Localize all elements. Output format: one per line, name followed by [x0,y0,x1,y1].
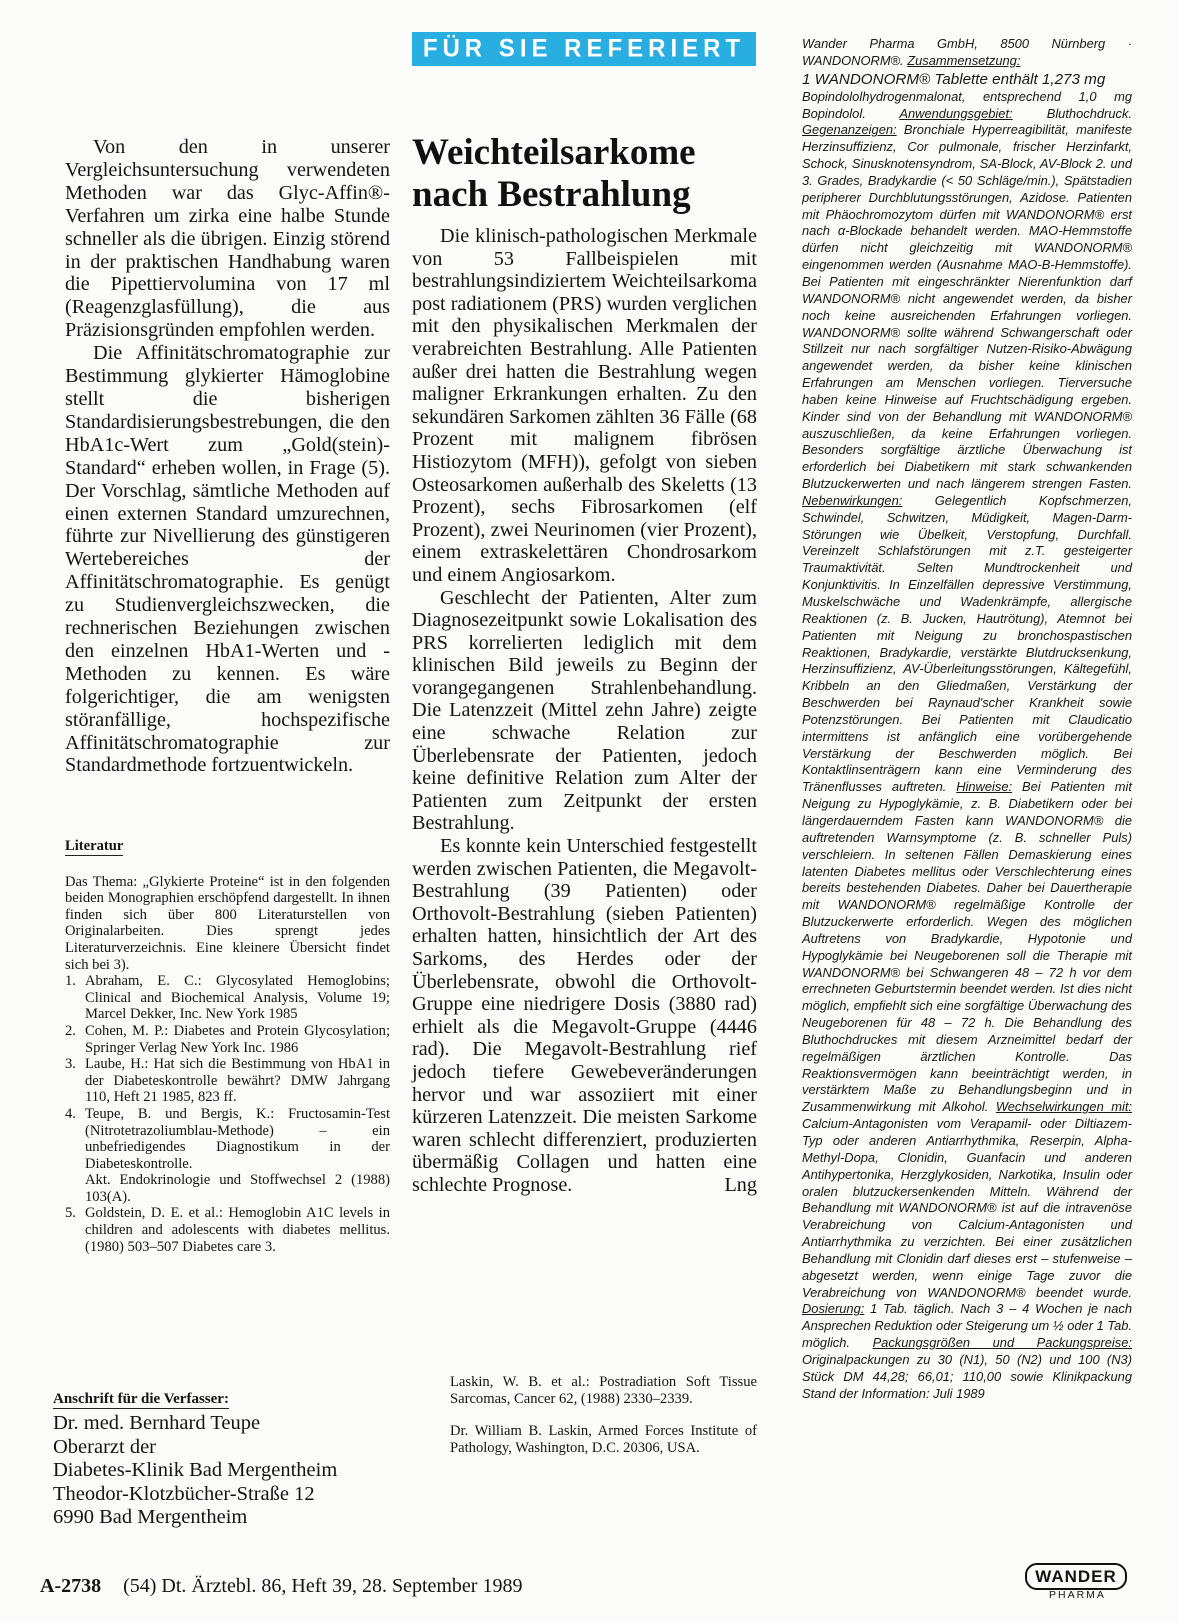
literature-item: 5. Goldstein, D. E. et al.: Hemoglobin A1C levels in children and adolescents with diabetes mellitus. (1980) 503–507 Diabetes care 3. [65,1205,390,1255]
article-body [412,225,757,1197]
ad-lead: 1 WANDONORM® Tablette enthält 1,273 mg [802,70,1106,88]
literature-item: 4. Teupe, B. und Bergis, K.: Fructosamin-Test (Nitrotetrazoliumblau-Methode) – ein unbefriedigendes Diagnostikum in der Diabeteskontrolle. [65,1105,390,1172]
ad-body: Bopindololhydrogenmalonat, entsprechend 1,0 mg Bopindolol. Anwendungsgebiet: Bluthochdruck. Gegenanzeigen: Bronchiale Hyperreagibilität, manifeste Herzinsuffizienz, Cor pulmonale, frischer Herzinfarkt, Schock, Sinusknotensyndrom, SA-Block, AV-Block 2. und 3. Grades, Bradykardie (< 50 Schläge/min.), Spätstadien peripherer Durchblutungsstörungen, Azidose. Patienten mit Phäochromozytom dürfen mit WANDONORM® erst nach α-Blockade behandelt werden. MAO-Hemmstoffe dürfen nicht gleichzeitig mit WANDONORM® eingenommen werden (Ausnahme MAO-B-Hemmstoffe). Bei Patienten mit eingeschränkter Nierenfunktion darf WANDONORM® nicht angewendet werden, da bisher noch keine ausreichenden Erfahrungen vorliegen. WANDONORM® sollte während Schwangerschaft oder Stillzeit nur nach sorgfältiger Nutzen-Risiko-Abwägung angewendet werden, da bisher keine klinischen Erfahrungen am Menschen vorliegen. Tierversuche haben keine Hinweise auf Fruchtschädigung ergeben. Kinder sind von der Behandlung mit WANDONORM® auszuschließen, da keine Erfahrungen vorliegen. Besonders sorgfältige ärztliche Überwachung ist erforderlich bei Diabetikern mit stark schwankenden Blutzuckerwerten und nach längerem strengen Fasten. Nebenwirkungen: Gelegentlich Kopfschmerzen, Schwindel, Schwitzen, Müdigkeit, Magen-Darm-Störungen wie Übelkeit, Verstopfung, Durchfall. Vereinzelt Schlafstörungen mit z.T. gesteigerter Traumaktivität. Selten Mundtrockenheit und Konjunktivitis. In Einzelfällen depressive Verstimmung, Muskelschwäche und Wadenkrämpfe, allergische Reaktionen (z. B. Jucken, Hautrötung), Atemnot bei Patienten mit Neigung zu bronchospastischen Reaktionen, Bradykardie, verstärkte Blutdrucksenkung, Herzinsuffizienz, AV-Überleitungsstörungen, Kältegefühl, Kribbeln an den Gliedmaßen, Verstärkung der Beschwerden bei Raynaud'scher Krankheit sowie Potenzstörungen. Bei Patienten mit Claudicatio intermittens ist anfänglich eine vorübergehende Verstärkung der Beschwerden möglich. Bei Kontaktlinsenträgern kann eine Verminderung des Tränenflusses auftreten. Hinweise: Bei Patienten mit Neigung zu Hypoglykämie, z. B. Diabetikern oder bei längerdauerndem Fasten kann WANDONORM® die auftretenden Warnsymptome (z. B. schneller Puls) verschleiern. In seltenen Fällen Demaskierung eines latenten Diabetes mellitus oder Verschlechterung eines bereits bestehenden Diabetes. Daher bei Dauertherapie mit WANDONORM® regelmäßige Kontrolle der Blutzuckerwerte erforderlich. Wegen des möglichen Auftretens von Bradykardie, Hypotonie und Hypoglykämie bei Neugeborenen soll die Therapie mit WANDONORM® bei Schwangeren 48 – 72 h vor dem errechneten Geburtstermin beendet werden. Ist dies nicht möglich, empfiehlt sich eine sorgfältige Überwachung des Neugeborenen für 48 – 72 h. Die Behandlung des Bluthochdruckes mit diesem Arzneimittel bedarf der regelmäßigen ärztlichen Kontrolle. Das Reaktionsvermögen kann beeinträchtigt werden, in verstärktem Maße zu Behandlungsbeginn und in Zusammenwirkung mit Alkohol. Wechselwirkungen mit: Calcium-Antagonisten vom Verapamil- oder Diltiazem-Typ oder anderen Antiarrhythmika, Reserpin, Alpha-Methyl-Dopa, Clonidin, Guanfacin und anderen Antihypertonika, Herzglykosiden, Narkotika, Insulin oder oralen blutzuckersenkenden Mitteln. Während der Behandlung mit WANDONORM® ist auf die intravenöse Verabreichung von Calcium-Antagonisten und Antiarrhythmika zu verzichten. Bei einer zusätzlichen Behandlung mit Clonidin darf dieses erst – stufenweise – abgesetzt werden, wenn einige Tage zuvor die Verabreichung von WANDONORM® beendet wurde. Dosierung: 1 Tab. täglich. Nach 3 – 4 Wochen je nach Ansprechen Reduktion oder Steigerung um ½ oder 1 Tab. möglich. Packungsgrößen und Packungspreise: Originalpackungen zu 30 (N1), 50 (N2) und 100 (N3) Stück DM 44,28; 66,01; 110,00 sowie Klinikpackung Stand der Information: Juli 1989 [802,88,1132,1401]
article-paragraph-2: Geschlecht der Patienten, Alter zum Diagnosezeitpunkt sowie Lokalisation des PRS korrelierten lediglich mit dem klinischen Bild jeweils zu Beginn der vorangegangenen Strahlenbehandlung. Die Latenzzeit (Mittel zehn Jahre) zeigte eine schwache Relation zur Überlebensrate der Patienten, jedoch keine definitive Relation zum Alter der Patienten zum Zeitpunkt der ersten Bestrahlung. [412,586,757,835]
article-references [450,1374,757,1472]
journal-citation: (54) Dt. Ärztebl. 86, Heft 39, 28. September 1989 [123,1575,523,1597]
article-paragraph-1: Die klinisch-pathologischen Merkmale von 53 Fallbeispielen mit bestrahlungsindiziertem Weichteilsarkoma post radiationem (PRS) wurden verglichen mit den physikalischen Merkmalen der verabreichten Bestrahlung. Alle Patienten außer drei hatten die Bestrahlung wegen maligner Erkrankungen erhalten. Zu den sekundären Sarkomen zählten 36 Fälle (68 Prozent mit malignem fibrösen Histiozytom (MFH)), gefolgt von sieben Osteosarkomen außerhalb des Skeletts (13 Prozent), sechs Fibrosarkomen (elf Prozent), zwei Neurinomen (vier Prozent), einem extraskelettären Chondrosarkom und einem Angiosarkom. [412,225,757,586]
article-signature: Lng [724,1173,757,1196]
logo-sub: PHARMA [1049,1589,1106,1601]
left-paragraph-1: Von den in unserer Vergleichsuntersuchung verwendeten Methoden war das Glyc-Affin®-Verfahren um zirka eine halbe Stunde schneller als die übrigen. Einzig störend in der praktischen Handhabung waren die Pipettiervolumina von 17 ml (Reagenzglasfüllung), die aus Präzisionsgründen empfohlen werden. [65,136,390,342]
literature-item: 1. Abraham, E. C.: Glycosylated Hemoglobins; Clinical and Biochemical Analysis, Volume 19; Marcel Dekker, Inc. New York 1985 [65,973,390,1023]
literature-item: Akt. Endokrinologie und Stoffwechsel 2 (1988) 103(A). [85,1172,390,1205]
literature-section [65,838,390,1255]
left-column-text [65,136,390,777]
author-address [53,1390,393,1530]
address-line: Theodor-Klotzbücher-Straße 12 [53,1482,315,1505]
literature-heading: Literatur [65,838,124,854]
address-line: Diabetes-Klinik Bad Mergentheim [53,1459,338,1482]
literature-item: 2. Cohen, M. P.: Diabetes and Protein Glycosylation; Springer Verlag New York Inc. 1986 [65,1022,390,1056]
address-heading: Anschrift für die Verfasser: [53,1391,229,1407]
article-paragraph-3: Es konnte kein Unterschied festgestellt werden zwischen Patienten, die Megavolt-Bestrahlung (39 Patienten) oder Orthovolt-Bestrahlung (sieben Patienten) erhalten hatten, hinsichtlich der Art des Sarkoms, des Herdes oder der Überlebensrate, obwohl die Orthovolt-Gruppe eine niedrigere Dosis (3880 rad) erhielt als die Megavolt-Gruppe (4446 rad). Die Megavolt-Bestrahlung rief jedoch tiefere Gewebeveränderungen hervor und war assoziiert mit einer kürzeren Latenzzeit. Die meisten Sarkome waren schlecht differenziert, produzierten übermäßig Collagen und hatten eine schlechte Prognose. Lng [412,835,757,1196]
address-line: Oberarzt der [53,1435,157,1458]
ad-company: Wander Pharma GmbH, 8500 Nürnberg · WANDONORM®. Zusammensetzung: [802,36,1132,68]
section-banner [412,32,756,66]
article-author-address: Dr. William B. Laskin, Armed Forces Institute of Pathology, Washington, D.C. 20306, USA. [450,1423,757,1456]
article-title [412,132,756,216]
logo-main: WANDER [1025,1563,1127,1590]
banner-label: FÜR SIE REFERIERT [422,34,746,63]
page-number: A-2738 [40,1575,102,1597]
literature-item: 3. Laube, H.: Hat sich die Bestimmung von HbA1 in der Diabeteskontrolle bewährt? DMW Jahrgang 110, Heft 21 1985, 823 ff. [65,1056,390,1106]
ad-composition-label: Zusammensetzung: [907,52,1021,68]
title-line-1: Weichteilsarkome [412,132,696,173]
address-line: Dr. med. Bernhard Teupe [53,1412,261,1434]
address-line: 6990 Bad Mergentheim [53,1506,248,1529]
article-reference: Laskin, W. B. et al.: Postradiation Soft Tissue Sarcomas, Cancer 62, (1988) 2330–2339. [450,1374,757,1407]
literature-intro: Das Thema: „Glykierte Proteine“ ist in den folgenden beiden Monographien erschöpfend dargestellt. In ihnen finden sich über 800 Literaturstellen von Originalarbeiten. Dies sprengt jedes Literaturverzeichnis. Eine kleinere Übersicht findet sich bei 3). [65,873,390,973]
literature-list [65,973,390,1255]
drug-info-ad [802,36,1132,1403]
title-line-2: nach Bestrahlung [412,174,691,215]
left-paragraph-2: Die Affinitätschromatographie zur Bestimmung glykierter Hämoglobine stellt die bisherigen Standardisierungsbestrebungen, die den HbA1c-Wert zum „Gold(stein)-Standard“ erheben wollen, in Frage (5). Der Vorschlag, sämtliche Methoden auf einen externen Standard umzurechnen, führte zur Nivellierung des günstigeren Wertebereiches der Affinitätschromatographie. Es genügt zu Studienvergleichszwecken, die rechnerischen Beziehungen zwischen den einzelnen HbA1-Werten und -Methoden zu kennen. Es wäre folgerichtiger, die am wenigsten störanfällige, hochspezifische Affinitätschromatographie zur Standardmethode fortzuentwickeln. [65,342,390,777]
page-footer [40,1575,640,1598]
wander-pharma-logo [1025,1563,1129,1601]
